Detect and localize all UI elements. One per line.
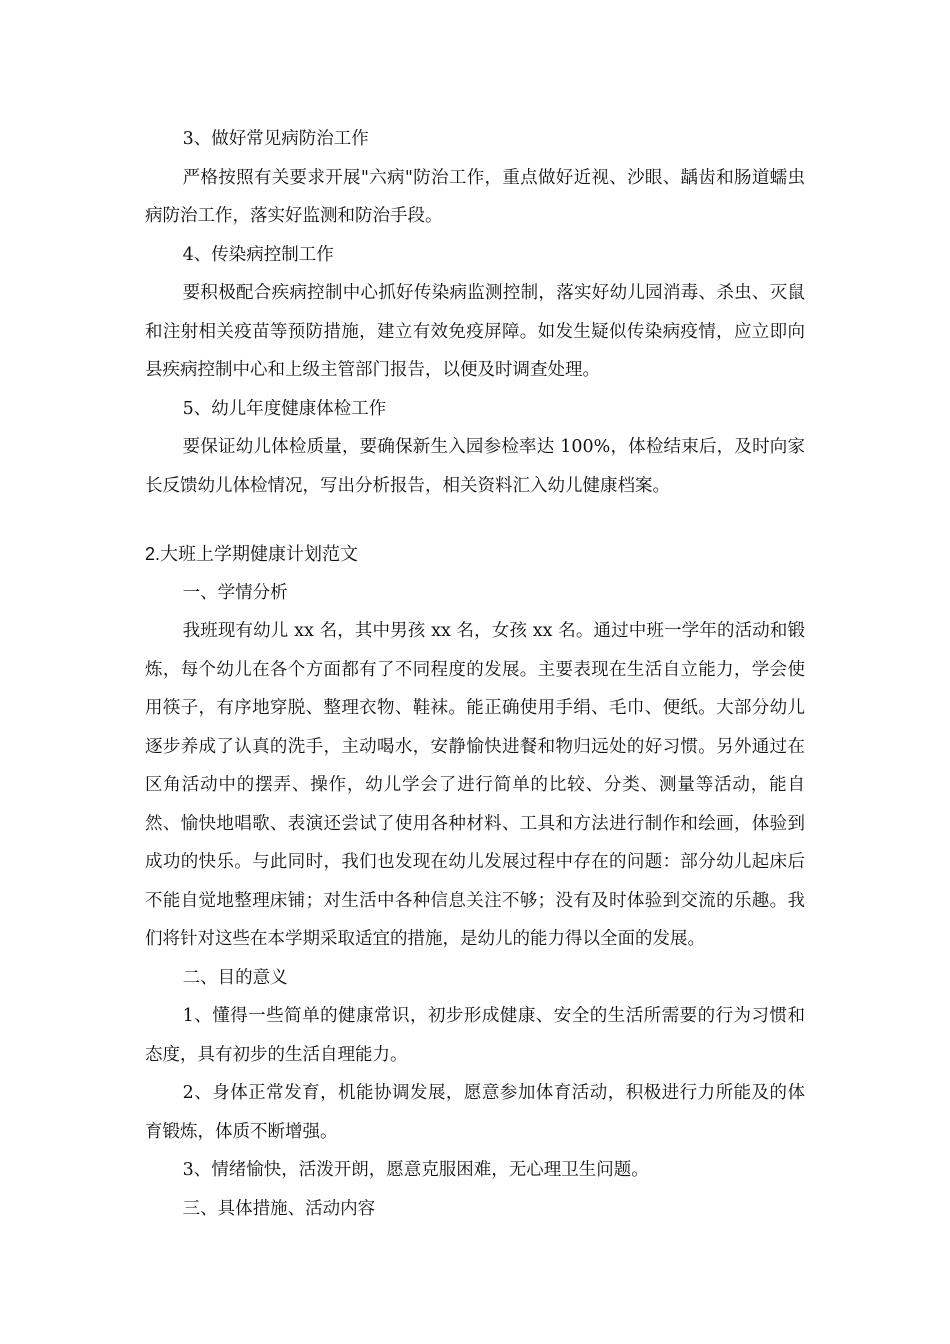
paragraph-infectious-disease: 要积极配合疾病控制中心抓好传染病监测控制，落实好幼儿园消毒、杀虫、灭鼠和注射相关疫苗等预防措施，建立有效免疫屏障。如发生疑似传染病疫情，应立即向县疾病控制中心和上级主管部门报告，以便及时调查处理。 <box>145 283 805 380</box>
heading-purpose: 二、目的意义 <box>182 967 288 988</box>
goal-item-1: 1、懂得一些简单的健康常识，初步形成健康、安全的生活所需要的行为习惯和态度，具有初步的生活自理能力。 <box>145 1006 805 1065</box>
goal-item-2: 2、身体正常发育，机能协调发展，愿意参加体育活动，积极进行力所能及的体育锻炼，体质不断增强。 <box>145 1083 805 1142</box>
section-heading-common-disease: 3、做好常见病防治工作 <box>182 129 369 149</box>
paragraph-annual-checkup: 要保证幼儿体检质量，要确保新生入园参检率达 100%，体检结束后，及时向家长反馈幼儿体检情况，写出分析报告，相关资料汇入幼儿健康档案。 <box>145 437 805 496</box>
paragraph-situation-analysis: 我班现有幼儿 xx 名，其中男孩 xx 名，女孩 xx 名。通过中班一学年的活动和锻炼，每个幼儿在各个方面都有了不同程度的发展。主要表现在生活自立能力，学会使用筷子，有序地穿脱、整理衣物、鞋袜。能正确使用手绢、毛巾、便纸。大部分幼儿逐步养成了认真的洗手，主动喝水，安静愉快进餐和物归远处的好习惯。另外通过在区角活动中的摆弄、操作，幼儿学会了进行简单的比较、分类、测量等活动，能自然、愉快地唱歌、表演还尝试了使用各种材料、工具和方法进行制作和绘画，体验到成功的快乐。与此同时，我们也发现在幼儿发展过程中存在的问题：部分幼儿起床后不能自觉地整理床铺；对生活中各种信息关注不够；没有及时体验到交流的乐趣。我们将针对这些在本学期采取适宜的措施，是幼儿的能力得以全面的发展。 <box>145 621 805 949</box>
heading-situation-analysis: 一、学情分析 <box>182 582 288 603</box>
heading-measures: 三、具体措施、活动内容 <box>182 1198 376 1219</box>
paragraph-common-disease: 严格按照有关要求开展"六病"防治工作，重点做好近视、沙眼、龋齿和肠道蠕虫病防治工作，落实好监测和防治手段。 <box>145 167 805 226</box>
article-title: 2.大班上学期健康计划范文 <box>145 544 359 564</box>
section-heading-annual-checkup: 5、幼儿年度健康体检工作 <box>182 398 387 419</box>
section-heading-infectious-disease: 4、传染病控制工作 <box>182 244 334 265</box>
document-body <box>145 120 805 1228</box>
goal-item-3: 3、情绪愉快，活泼开朗，愿意克服困难，无心理卫生问题。 <box>182 1160 649 1180</box>
